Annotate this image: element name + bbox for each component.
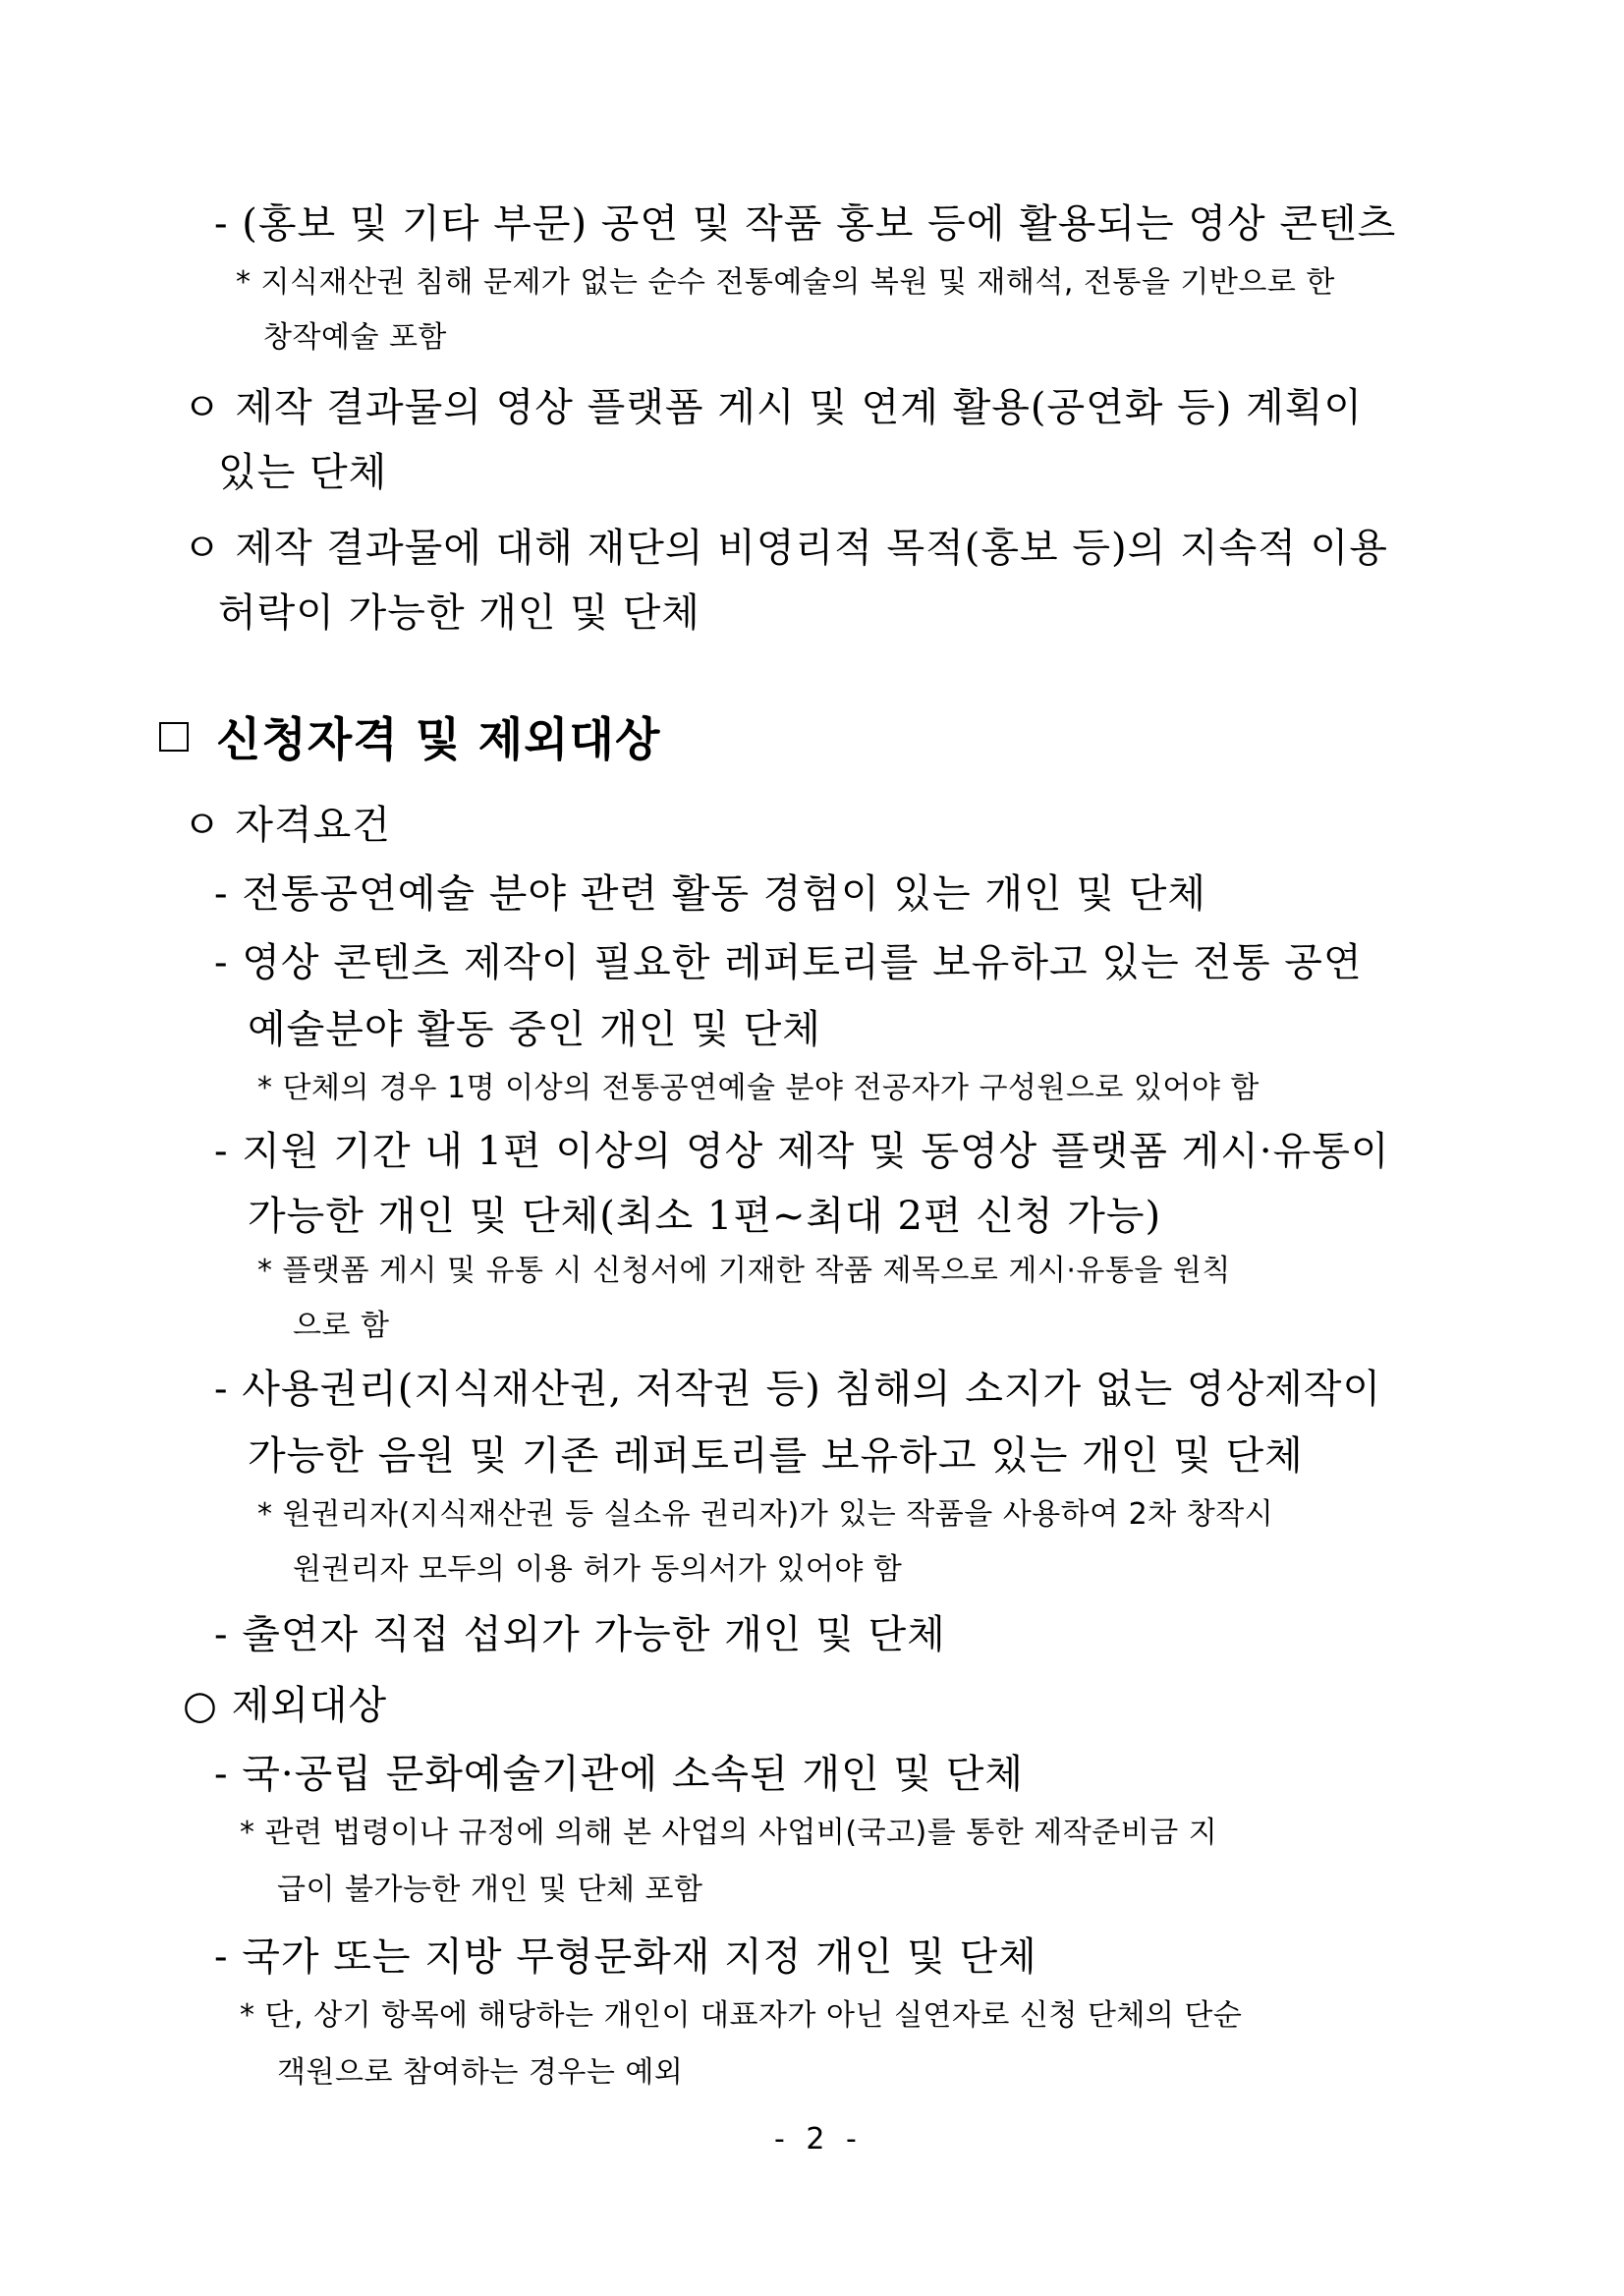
section-checkbox-icon [159, 722, 189, 752]
qualification-item-4-line-2: 가능한 음원 및 기존 레퍼토리를 보유하고 있는 개인 및 단체 [248, 1433, 1304, 1479]
qualification-item-4-line-1: - 사용권리(지식재산권, 저작권 등) 침해의 소지가 없는 영상제작이 [214, 1367, 1382, 1412]
exclusion-item-2: - 국가 또는 지방 무형문화재 지정 개인 및 단체 [214, 1934, 1037, 1980]
qualification-title: ㅇ 자격요건 [183, 803, 391, 848]
qualification-note-1: * 단체의 경우 1명 이상의 전통공연예술 분야 전공자가 구성원으로 있어야 함 [257, 1071, 1260, 1105]
exclusion-title: ○ 제외대상 [183, 1683, 388, 1728]
qualification-note-3-line-2: 원권리자 모두의 이용 허가 동의서가 있어야 함 [293, 1552, 903, 1587]
qualification-item-2-line-2: 예술분야 활동 중인 개인 및 단체 [248, 1007, 821, 1052]
platform-plan-item-line-1: ㅇ 제작 결과물의 영상 플랫폼 게시 및 연계 활용(공연화 등) 계획이 [183, 385, 1363, 430]
qualification-item-3-line-2: 가능한 개인 및 단체(최소 1편~최대 2편 신청 가능) [248, 1194, 1162, 1239]
exclusion-note-2-line-1: * 단, 상기 항목에 해당하는 개인이 대표자가 아닌 실연자로 신청 단체의 단순 [240, 1998, 1243, 2033]
nonprofit-use-item-line-2: 허락이 가능한 개인 및 단체 [218, 590, 700, 636]
qualification-item-5: - 출연자 직접 섭외가 가능한 개인 및 단체 [214, 1612, 946, 1657]
qualification-note-3-line-1: * 원권리자(지식재산권 등 실소유 권리자)가 있는 작품을 사용하여 2차 창작시 [257, 1497, 1274, 1532]
ip-note-line-1: * 지식재산권 침해 문제가 없는 순수 전통예술의 복원 및 재해석, 전통을 기반으로 한 [236, 265, 1335, 300]
platform-plan-item-line-2: 있는 단체 [218, 450, 388, 495]
qualification-item-1: - 전통공연예술 분야 관련 활동 경험이 있는 개인 및 단체 [214, 871, 1207, 917]
promo-category-item: - (홍보 및 기타 부문) 공연 및 작품 홍보 등에 활용되는 영상 콘텐츠 [214, 201, 1397, 247]
exclusion-item-1: - 국·공립 문화예술기관에 소속된 개인 및 단체 [214, 1752, 1025, 1797]
qualification-item-2-line-1: - 영상 콘텐츠 제작이 필요한 레퍼토리를 보유하고 있는 전통 공연 [214, 940, 1363, 985]
page-number: - 2 - [774, 2122, 863, 2156]
exclusion-note-2-line-2: 객원으로 참여하는 경우는 예외 [277, 2055, 684, 2090]
ip-note-line-2: 창작예술 포함 [263, 320, 447, 355]
exclusion-note-1-line-2: 급이 불가능한 개인 및 단체 포함 [277, 1873, 703, 1907]
nonprofit-use-item-line-1: ㅇ 제작 결과물에 대해 재단의 비영리적 목적(홍보 등)의 지속적 이용 [183, 526, 1388, 571]
qualification-note-2-line-1: * 플랫폼 게시 및 유통 시 신청서에 기재한 작품 제목으로 게시·유통을 원칙 [257, 1254, 1231, 1288]
qualification-item-3-line-1: - 지원 기간 내 1편 이상의 영상 제작 및 동영상 플랫폼 게시·유통이 [214, 1129, 1390, 1174]
section-heading: 신청자격 및 제외대상 [216, 713, 661, 767]
exclusion-note-1-line-1: * 관련 법령이나 규정에 의해 본 사업의 사업비(국고)를 통한 제작준비금 지 [240, 1816, 1218, 1850]
qualification-note-2-line-2: 으로 함 [293, 1309, 390, 1343]
